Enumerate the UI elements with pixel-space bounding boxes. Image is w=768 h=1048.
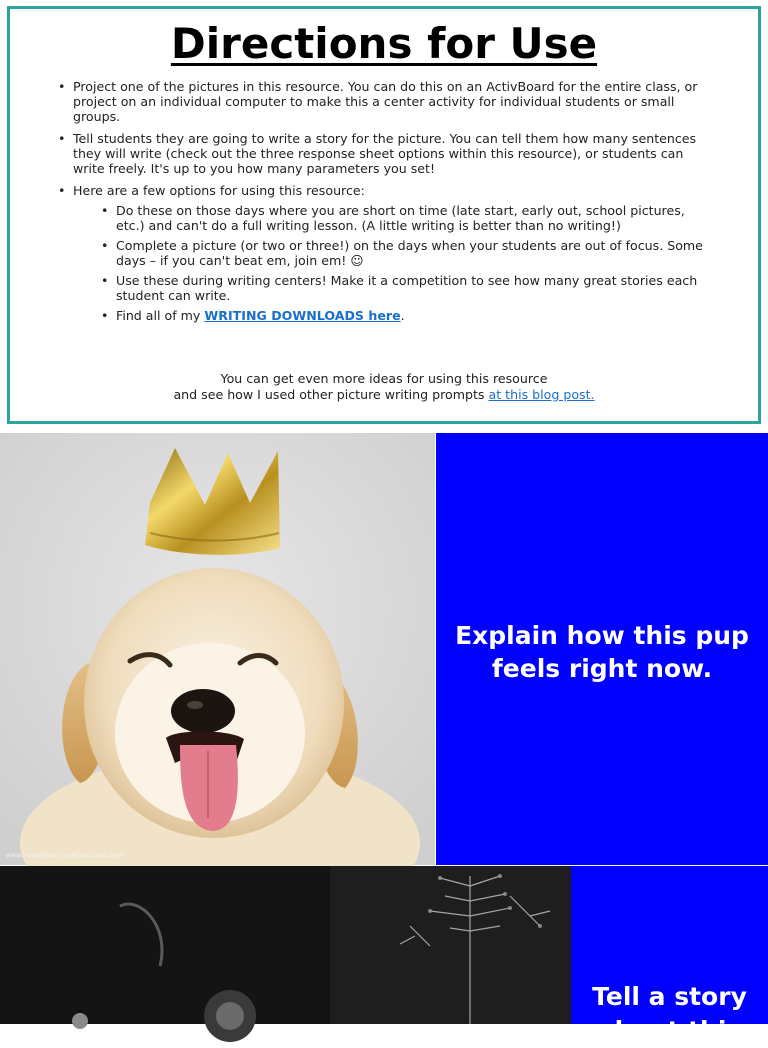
pup-slide (0, 433, 768, 865)
directions-slide (0, 0, 768, 432)
list-item (101, 308, 708, 323)
footer-line-2-text: and see how I used other picture writing prompts (173, 387, 489, 402)
list-item: • Do these on those days where you are short on time (late start, early out, school pictures, etc.) and can't do a full writing lesson. (A little writing is better than no writing!) (101, 203, 708, 233)
writing-prompt: Explain how this pup feels right now. (455, 621, 749, 683)
footer-note (0, 371, 768, 403)
prompt-panel-blue (436, 433, 768, 865)
directions-title: Directions for Use (170, 19, 598, 68)
watermark-text: www.HappyTeachingAdventures.com (6, 852, 123, 859)
footer-line-2 (0, 387, 768, 403)
story-slide (0, 866, 768, 1045)
writing-downloads-link[interactable]: WRITING DOWNLOADS here (204, 308, 401, 323)
blog-post-link[interactable]: at this blog post. (488, 387, 595, 402)
puppy-photo (0, 433, 435, 865)
directions-list (58, 79, 708, 330)
dark-photo (0, 866, 571, 1024)
footer-line-1: You can get even more ideas for using this resource (220, 371, 548, 386)
dark-photo-illustration (0, 866, 571, 1024)
options-list (73, 203, 708, 323)
puppy-illustration (0, 433, 435, 865)
find-all-suffix: . (400, 308, 405, 323)
list-item (58, 183, 708, 323)
prompt-panel-blue (571, 866, 768, 1045)
list-item: • Use these during writing centers! Make it a competition to see how many great stories each student can write. (101, 273, 708, 303)
options-intro: Here are a few options for using this resource: (73, 183, 365, 198)
writing-prompt: Tell a story about this (592, 982, 747, 1045)
list-item: • Tell students they are going to write a story for the picture. You can tell them how many sentences they will write (check out the three response sheet options within this resource), or students can write freely. It's up to you how many parameters you set! (58, 131, 708, 176)
list-item: • Project one of the pictures in this resource. You can do this on an ActivBoard for the entire class, or project on an individual computer to make this a center activity for individual students or small groups. (58, 79, 708, 124)
list-item: • Complete a picture (or two or three!) on the days when your students are out of focus. Some days – if you can't beat em, join em! ☺ (101, 238, 708, 268)
find-all-prefix: Find all of my (116, 308, 205, 323)
